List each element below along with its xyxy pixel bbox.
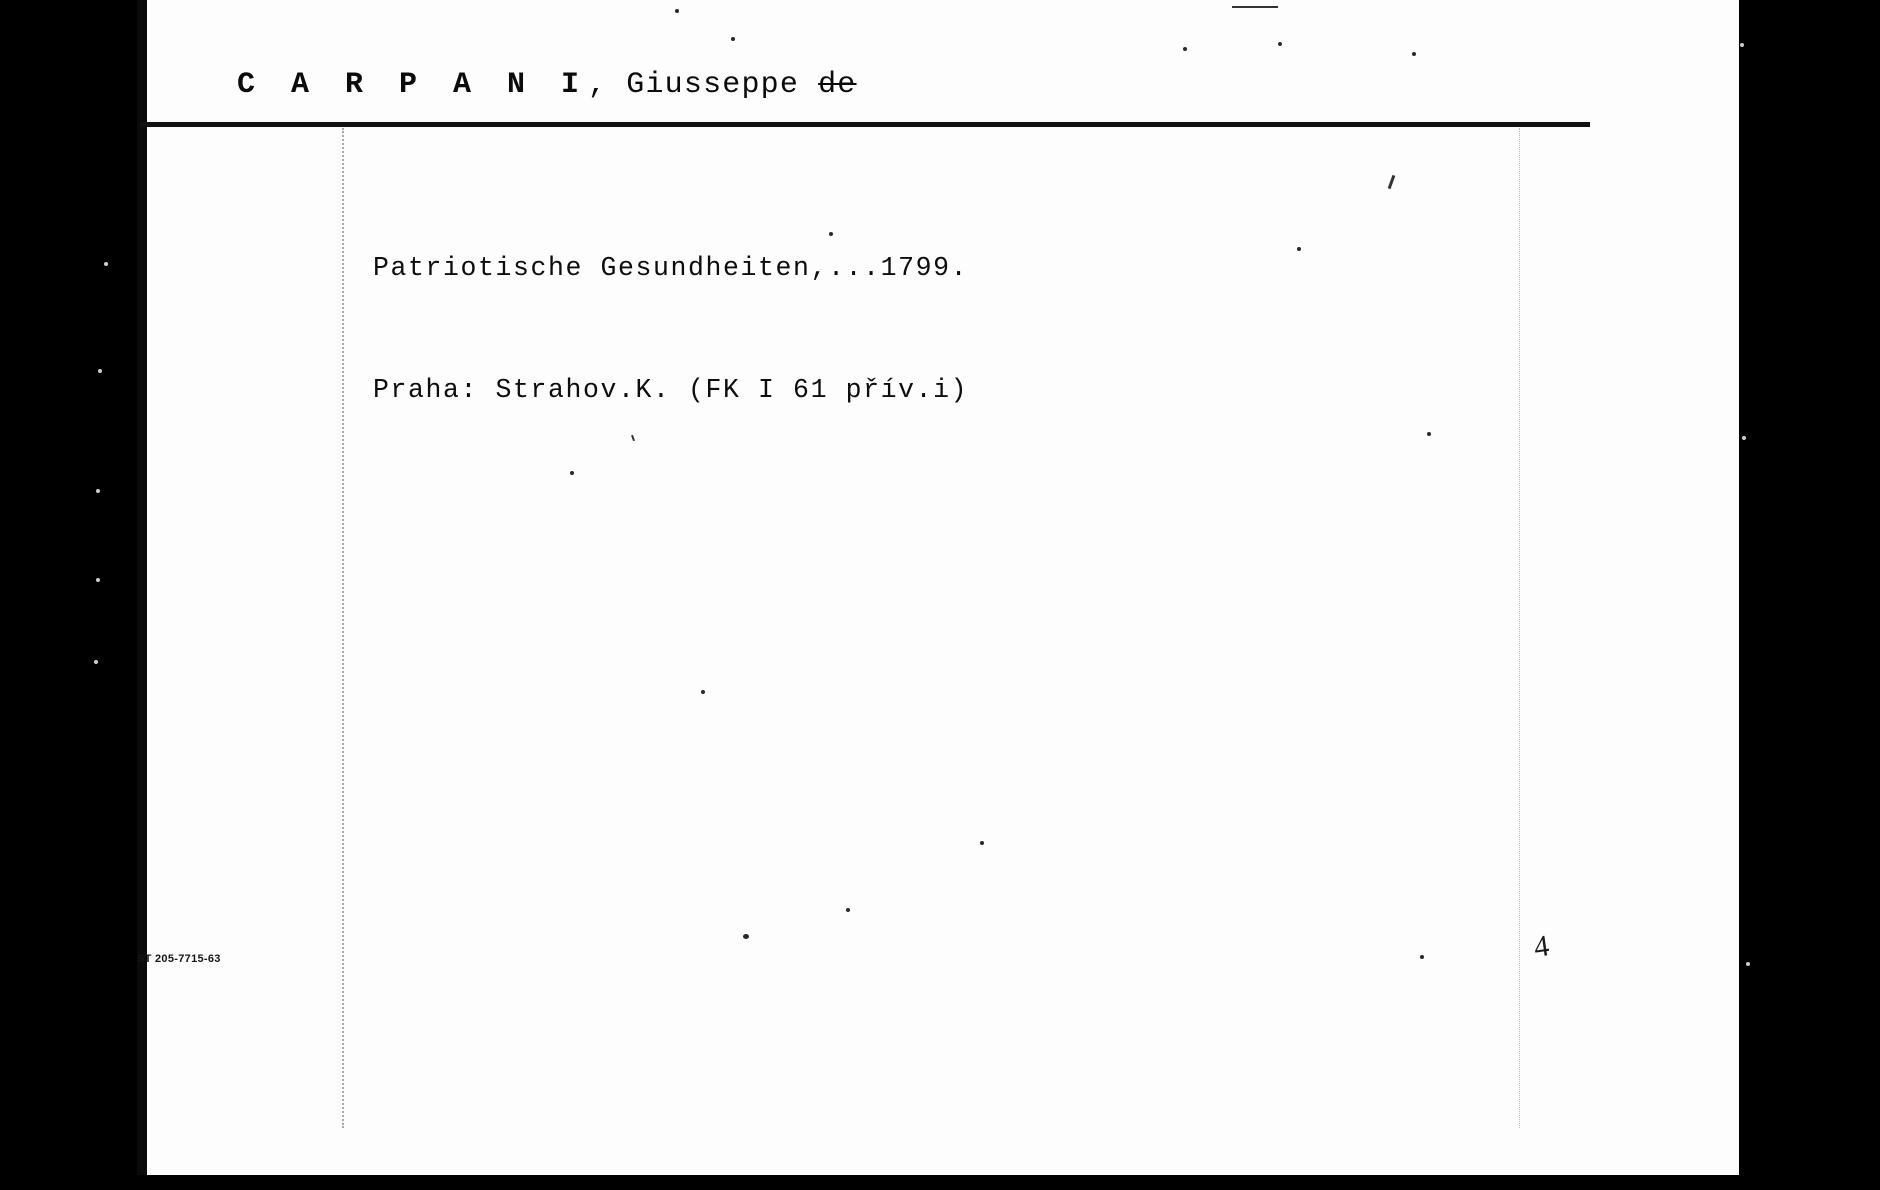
author-particle-struck: de xyxy=(818,68,857,102)
scan-speck xyxy=(743,934,749,939)
scan-speck xyxy=(675,9,679,13)
scan-tick xyxy=(1232,6,1278,8)
border-speck xyxy=(96,489,100,493)
scan-speck xyxy=(1278,42,1282,46)
border-speck xyxy=(98,369,102,373)
title-line: Patriotische Gesundheiten,...1799. xyxy=(373,253,969,283)
border-speck xyxy=(1740,43,1744,47)
border-speck xyxy=(96,578,100,582)
scan-speck xyxy=(1427,432,1431,436)
scan-speck xyxy=(570,471,574,475)
author-given-name: Giusseppe xyxy=(626,68,800,102)
scan-speck xyxy=(846,908,850,912)
border-speck xyxy=(1742,436,1746,440)
border-speck xyxy=(104,262,108,266)
scan-speck xyxy=(980,841,984,845)
guide-line-right xyxy=(1519,128,1521,1128)
scan-speck xyxy=(829,232,833,236)
scan-speck xyxy=(731,37,735,41)
scan-speck xyxy=(1297,247,1301,251)
imprint-line: Praha: Strahov.K. (FK I 61 přív.i) xyxy=(373,375,969,405)
scan-tick xyxy=(1388,175,1396,189)
form-code: ST 205-7715-63 xyxy=(137,953,221,965)
border-speck xyxy=(94,660,98,664)
border-speck xyxy=(1746,962,1750,966)
scan-tick xyxy=(631,435,635,441)
author-surname: C A R P A N I xyxy=(237,68,589,102)
header-divider xyxy=(140,122,1590,127)
scan-speck xyxy=(1420,955,1424,959)
heading-separator: , xyxy=(588,68,608,102)
guide-line-left xyxy=(342,128,345,1128)
pencil-mark: 4 xyxy=(1531,929,1552,964)
scan-speck xyxy=(701,690,705,694)
scan-speck xyxy=(1183,47,1187,51)
scan-left-edge xyxy=(137,0,147,1175)
page-title xyxy=(237,68,857,102)
scan-speck xyxy=(1412,52,1416,56)
catalogue-card xyxy=(137,0,1739,1175)
